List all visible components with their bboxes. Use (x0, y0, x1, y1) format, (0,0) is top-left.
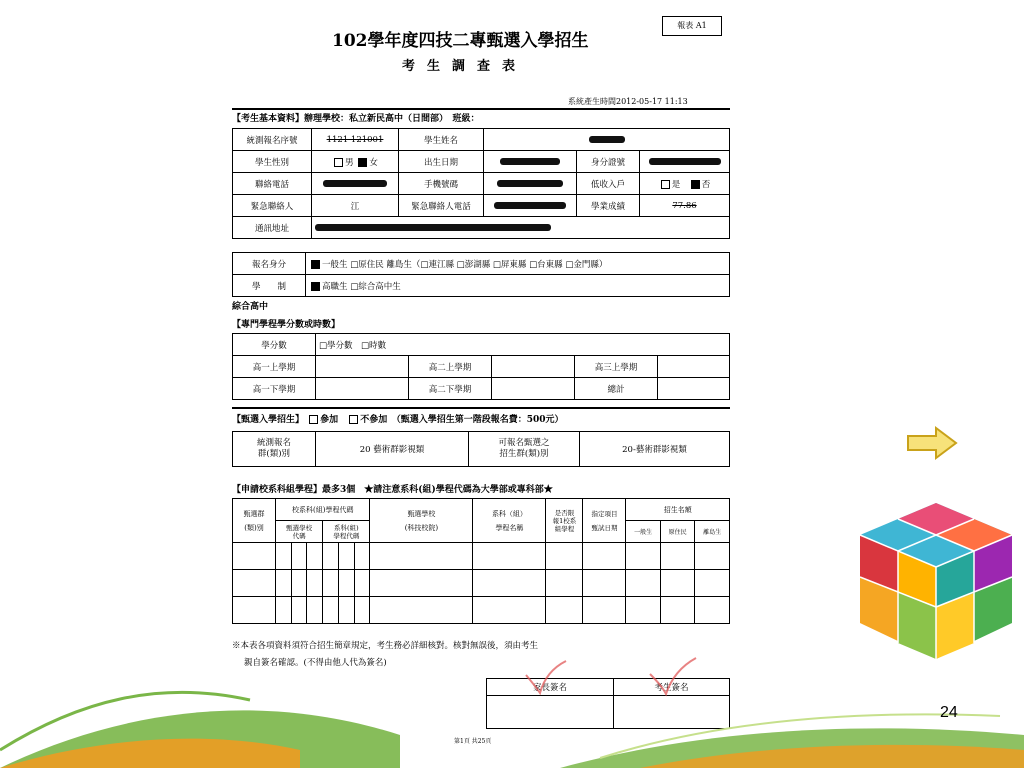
student-signature-label: 考生簽名 (614, 679, 730, 696)
col-general: 一般生 (626, 521, 661, 543)
table-row (233, 543, 730, 570)
g3-first-value (658, 356, 730, 378)
redacted-mobile (497, 180, 563, 187)
eligible-value: 20-藝術群影視類 (580, 432, 730, 467)
exam-no-label: 統測報名序號 (233, 129, 312, 151)
divider (232, 108, 730, 110)
lowincome-no-checkbox (691, 180, 700, 189)
decorative-grass-swoosh (0, 640, 1024, 768)
col-school: 甄選學校 (科技校院) (370, 499, 473, 543)
form-subtitle: 考生調查表 (402, 59, 528, 74)
table-row (233, 597, 730, 624)
system-label: 學 制 (233, 275, 306, 297)
redacted-id (649, 158, 721, 165)
g1-second-label: 高一下學期 (233, 378, 316, 400)
total-label: 總計 (575, 378, 658, 400)
grade-label: 學業成績 (577, 195, 640, 217)
grade-value: 77.86 (672, 200, 697, 211)
emergency-value: 江 (312, 195, 399, 217)
group-value: 20 藝術群影視類 (316, 432, 469, 467)
identity-table (232, 252, 730, 297)
page-footer: 第1頁 共25頁 (454, 738, 492, 745)
note-line-2: 親自簽名確認。(不得由他人代為簽名) (244, 658, 387, 668)
school-type: 綜合高中 (232, 302, 269, 312)
lowincome-yes-checkbox (661, 180, 670, 189)
g3-first-label: 高三上學期 (575, 356, 658, 378)
col-school-code: 甄選學校 代碼 (276, 521, 323, 543)
unit-options: □學分數 □時數 (316, 334, 730, 356)
col-aboriginal: 原住民 (660, 521, 695, 543)
g2-second-value (492, 378, 575, 400)
lowincome-options: 是 否 (640, 173, 730, 195)
col-island: 離島生 (695, 521, 730, 543)
emergency-label: 緊急聯絡人 (233, 195, 312, 217)
id-label: 身分證號 (577, 151, 640, 173)
unit-label: 學分數 (233, 334, 316, 356)
table-row (233, 570, 730, 597)
emergency-phone-label: 緊急聯絡人電話 (399, 195, 484, 217)
lowincome-label: 低收入戶 (577, 173, 640, 195)
birth-label: 出生日期 (399, 151, 484, 173)
join-checkbox (309, 415, 318, 424)
col-code: 校系科(組)學程代碼 (276, 499, 370, 521)
address-label: 通訊地址 (233, 217, 312, 239)
vocational-checkbox (311, 282, 320, 291)
phone-label: 聯絡電話 (233, 173, 312, 195)
application-table (232, 498, 730, 624)
female-checkbox (358, 158, 367, 167)
generated-timestamp: 系統產生時間2012-05-17 11:13 (568, 97, 688, 106)
col-limit: 是否限 報1校系 組學程 (546, 499, 583, 543)
general-student-checkbox (311, 260, 320, 269)
credits-header: 【專門學程學分數或時數】 (232, 320, 341, 330)
exam-no-value: 1121 121001 (326, 134, 384, 145)
g2-first-value (492, 356, 575, 378)
male-checkbox (334, 158, 343, 167)
form-code-box: 報表 A1 (662, 16, 722, 36)
g2-first-label: 高二上學期 (409, 356, 492, 378)
credits-table (232, 333, 730, 400)
selection-header: 【甄選入學招生】 參加 不參加 （甄選入學招生第一階段報名費：500元） (232, 415, 564, 425)
application-header: 【申請校系科組學程】最多3個 ★請注意系科(組)學程代碼為大學部或專科部★ (232, 485, 553, 495)
gender-options: 男 女 (312, 151, 399, 173)
identity-options: 一般生 □原住民 離島生（□連江縣 □澎湖縣 □屏東縣 □台東縣 □金門縣） (306, 253, 730, 275)
redacted-phone (323, 180, 387, 187)
system-options: 高職生 □綜合高中生 (306, 275, 730, 297)
redacted-address (315, 224, 551, 231)
basic-info-table (232, 128, 730, 239)
total-value (658, 378, 730, 400)
col-dept: 系科（組） 學程名稱 (473, 499, 546, 543)
identity-label: 報名身分 (233, 253, 306, 275)
parent-signature-label: 家長簽名 (487, 679, 614, 696)
g1-first-value (316, 356, 409, 378)
slide-page-number: 24 (940, 704, 958, 721)
divider (232, 407, 730, 409)
group-label: 統測報名 群(類)別 (233, 432, 316, 467)
col-item: 指定項目 甄試日期 (583, 499, 626, 543)
g1-first-label: 高一上學期 (233, 356, 316, 378)
not-join-checkbox (349, 415, 358, 424)
mobile-label: 手機號碼 (399, 173, 484, 195)
selection-table (232, 431, 730, 467)
g1-second-value (316, 378, 409, 400)
g2-second-label: 高二下學期 (409, 378, 492, 400)
note-line-1: ※本表各項資料須符合招生簡章規定，考生務必詳細核對。核對無誤後，須由考生 (232, 641, 539, 651)
eligible-label: 可報名甄選之 招生群(類)別 (469, 432, 580, 467)
name-label: 學生姓名 (399, 129, 484, 151)
gender-label: 學生性別 (233, 151, 312, 173)
redacted-name (589, 136, 625, 143)
right-arrow-icon (906, 426, 958, 460)
basic-info-header: 【考生基本資料】辦理學校：私立新民高中（日間部） 班級： (232, 114, 480, 124)
col-dept-code: 系科(組) 學程代碼 (323, 521, 370, 543)
col-quota: 招生名額 (626, 499, 730, 521)
form-title: 102學年度四技二專甄選入學招生 (332, 31, 589, 51)
redacted-birth (500, 158, 560, 165)
redacted-emergency-phone (494, 202, 566, 209)
col-group: 甄選群 (類)別 (233, 499, 276, 543)
